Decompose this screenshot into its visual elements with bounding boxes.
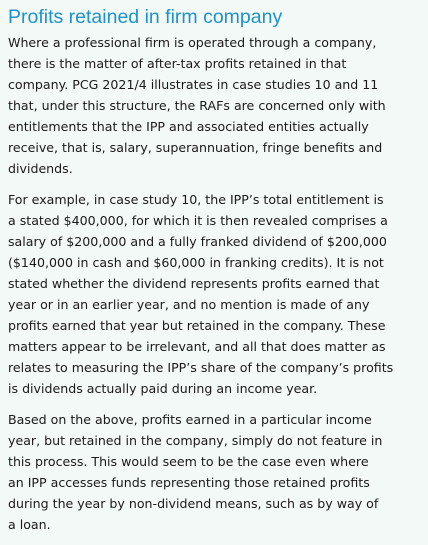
text-line: Based on the above, profits earned in a particular income: [8, 412, 372, 427]
paragraph-example: [8, 189, 428, 399]
text-line: profits earned that year but retained in the company. These: [8, 318, 386, 333]
text-line: a stated $400,000, for which it is then revealed comprises a: [8, 213, 388, 228]
text-line: during the year by non-dividend means, such as by way of: [8, 496, 379, 511]
text-line: there is the matter of after-tax profits retained in that: [8, 56, 347, 71]
text-line: this process. This would seem to be the case even where: [8, 454, 369, 469]
paragraph-conclusion: [8, 409, 428, 535]
text-line: relates to measuring the IPP’s share of the company’s profits: [8, 360, 394, 375]
text-line: Where a professional firm is operated through a company,: [8, 35, 377, 50]
text-line: company. PCG 2021/4 illustrates in case studies 10 and 11: [8, 77, 379, 92]
text-line: For example, in case study 10, the IPP’s total entitlement is: [8, 192, 384, 207]
text-line: dividends.: [8, 161, 73, 176]
text-line: salary of $200,000 and a fully franked dividend of $200,000: [8, 234, 387, 249]
text-line: entitlements that the IPP and associated entities actually: [8, 119, 369, 134]
text-line: a loan.: [8, 517, 51, 532]
text-line: stated whether the dividend represents profits earned that: [8, 276, 380, 291]
text-line: ($140,000 in cash and $60,000 in franking credits). It is not: [8, 255, 384, 270]
text-line: that, under this structure, the RAFs are concerned only with: [8, 98, 386, 113]
text-line: matters appear to be irrelevant, and all that does matter as: [8, 339, 386, 354]
text-line: year or in an earlier year, and no mention is made of any: [8, 297, 370, 312]
text-line: receive, that is, salary, superannuation, fringe benefits and: [8, 140, 383, 155]
section-heading: Profits retained in firm company: [8, 6, 283, 28]
article-body: [8, 32, 428, 545]
text-line: an IPP accesses funds representing those retained profits: [8, 475, 370, 490]
text-line: year, but retained in the company, simply do not feature in: [8, 433, 383, 448]
paragraph-intro: [8, 32, 428, 179]
text-line: is dividends actually paid during an income year.: [8, 381, 318, 396]
